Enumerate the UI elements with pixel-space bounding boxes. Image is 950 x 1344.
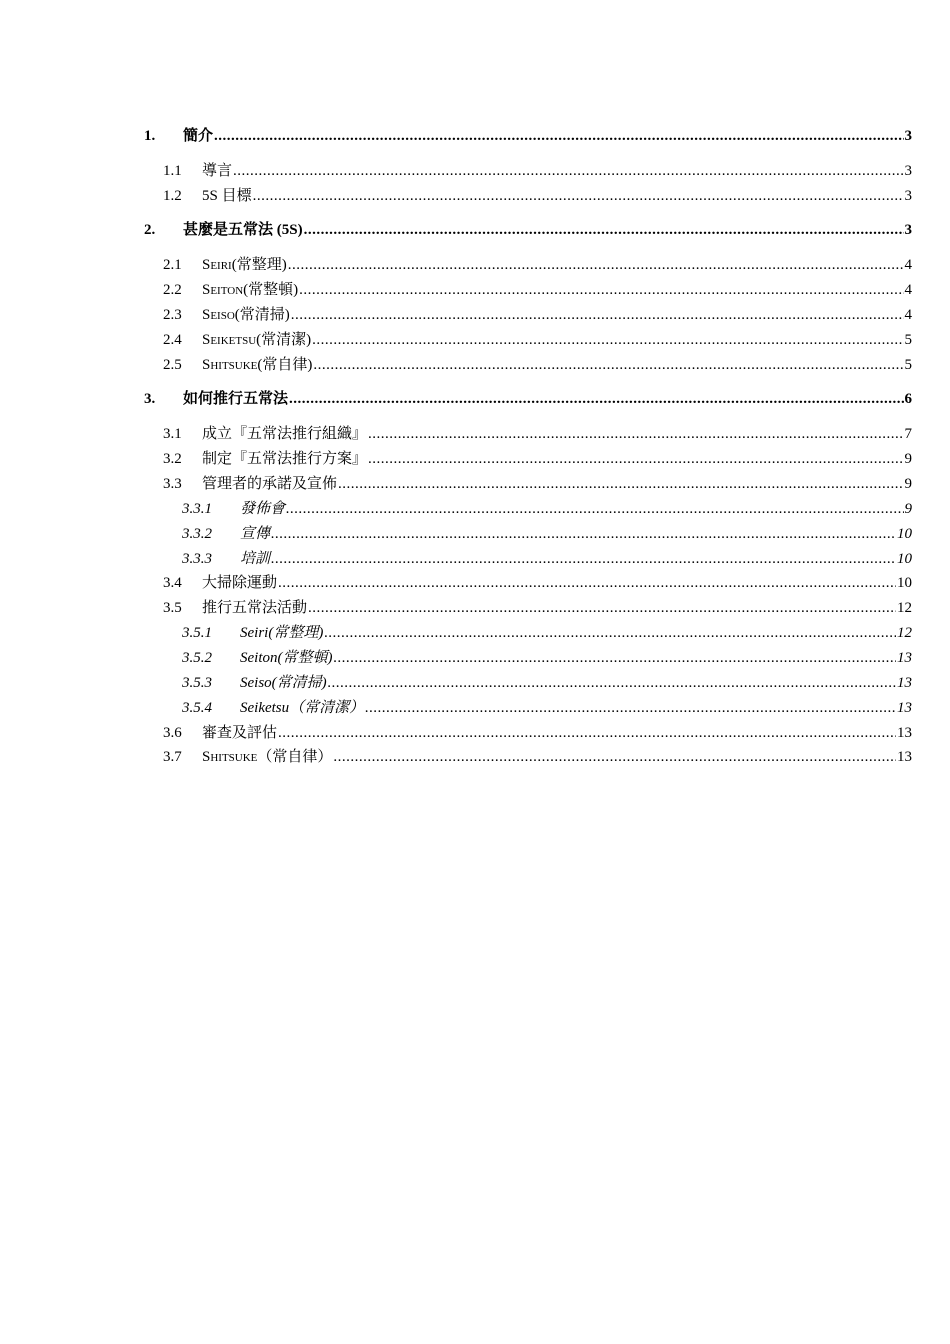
- toc-page-number: 12: [897, 625, 912, 641]
- toc-title: Seiton(常整頓): [240, 650, 333, 666]
- toc-number: 3.5: [163, 600, 182, 616]
- toc-leader: [233, 161, 903, 181]
- toc-leader: [338, 474, 903, 494]
- toc-number: 1.2: [163, 188, 182, 204]
- toc-leader: [286, 499, 903, 519]
- toc-page-number: 13: [897, 725, 912, 741]
- toc-number: 1.1: [163, 163, 182, 179]
- toc-leader: [333, 648, 896, 668]
- toc-page-number: 10: [897, 526, 912, 542]
- toc-page-number: 12: [897, 600, 912, 616]
- toc-page-number: 4: [904, 282, 912, 298]
- toc-title: Seiketsu（常清潔）: [240, 700, 365, 716]
- toc-entry[interactable]: [163, 186, 912, 206]
- toc-number: 3.4: [163, 575, 182, 591]
- toc-number: 2.: [144, 222, 156, 238]
- toc-number: 3.3.2: [182, 526, 212, 542]
- toc-title: 如何推行五常法: [183, 391, 289, 407]
- toc-entry[interactable]: [163, 255, 912, 275]
- toc-entry[interactable]: [163, 330, 912, 350]
- toc-entry[interactable]: [144, 389, 912, 409]
- toc-page-number: 9: [904, 501, 912, 517]
- toc-page-number: 9: [904, 476, 912, 492]
- toc-entry[interactable]: [182, 499, 912, 519]
- toc-page-number: 13: [897, 749, 912, 765]
- toc-leader: [308, 598, 896, 618]
- toc-entry[interactable]: [182, 549, 912, 569]
- toc-entry[interactable]: [163, 449, 912, 469]
- toc-leader: [299, 280, 903, 300]
- toc-entry[interactable]: [163, 161, 912, 181]
- toc-title: Seiton(常整頓): [202, 282, 299, 298]
- toc-number: 3.5.2: [182, 650, 212, 666]
- toc-number: 3.5.3: [182, 675, 212, 691]
- toc-page-number: 6: [904, 391, 912, 407]
- toc-leader: [368, 424, 903, 444]
- toc-page-number: 13: [897, 700, 912, 716]
- toc-number: 3.7: [163, 749, 182, 765]
- toc-number: 2.1: [163, 257, 182, 273]
- toc-page-number: 4: [904, 257, 912, 273]
- toc-page-number: 3: [904, 128, 912, 144]
- toc-entry[interactable]: [182, 698, 912, 718]
- toc-page-number: 3: [904, 163, 912, 179]
- toc-entry[interactable]: [182, 673, 912, 693]
- toc-page-number: 13: [897, 675, 912, 691]
- toc-page-number: 9: [904, 451, 912, 467]
- toc-leader: [278, 573, 896, 593]
- toc-title: Shitsuke（常自律）: [202, 749, 333, 765]
- toc-title: 成立『五常法推行組織』: [202, 426, 368, 442]
- toc-entry[interactable]: [163, 305, 912, 325]
- toc-leader: [278, 723, 896, 743]
- toc-title: 制定『五常法推行方案』: [202, 451, 368, 467]
- toc-leader: [304, 220, 904, 240]
- toc-page-number: 10: [897, 575, 912, 591]
- toc-number: 2.2: [163, 282, 182, 298]
- toc-title: Seiri(常整理): [240, 625, 324, 641]
- toc-leader: [291, 305, 904, 325]
- toc-title: 管理者的承諾及宣佈: [202, 476, 338, 492]
- toc-title: Shitsuke(常自律): [202, 357, 313, 373]
- toc-title: Seiso(常清掃): [202, 307, 290, 323]
- toc-number: 3.5.4: [182, 700, 212, 716]
- toc-leader: [328, 673, 896, 693]
- toc-title: 甚麼是五常法 (5S): [183, 222, 303, 238]
- toc-entry[interactable]: [163, 573, 912, 593]
- toc-number: 1.: [144, 128, 156, 144]
- toc-title: 推行五常法活動: [202, 600, 308, 616]
- toc-number: 2.4: [163, 332, 182, 348]
- toc-page-number: 5: [904, 357, 912, 373]
- toc-leader: [324, 623, 896, 643]
- toc-entry[interactable]: [144, 126, 912, 146]
- toc-leader: [289, 389, 903, 409]
- toc-title: 審查及評估: [202, 725, 278, 741]
- toc-title: 5S 目標: [202, 188, 252, 204]
- toc-number: 2.5: [163, 357, 182, 373]
- toc-entry[interactable]: [163, 474, 912, 494]
- toc-title: 培訓: [240, 551, 271, 567]
- toc-entry[interactable]: [163, 723, 912, 743]
- toc-entry[interactable]: [163, 598, 912, 618]
- toc-leader: [288, 255, 904, 275]
- toc-entry[interactable]: [182, 623, 912, 643]
- toc-title: 大掃除運動: [202, 575, 278, 591]
- toc-page-number: 5: [904, 332, 912, 348]
- toc-title: 簡介: [183, 128, 214, 144]
- toc-number: 2.3: [163, 307, 182, 323]
- toc-leader: [368, 449, 903, 469]
- toc-leader: [253, 186, 904, 206]
- toc-title: 發佈會: [240, 501, 286, 517]
- toc-number: 3.6: [163, 725, 182, 741]
- toc-title: 導言: [202, 163, 233, 179]
- toc-leader: [312, 330, 903, 350]
- toc-leader: [333, 747, 896, 767]
- toc-number: 3.1: [163, 426, 182, 442]
- toc-number: 3.3.3: [182, 551, 212, 567]
- toc-leader: [271, 524, 896, 544]
- toc-title: Seiso(常清掃): [240, 675, 327, 691]
- toc-entry[interactable]: [163, 280, 912, 300]
- toc-entry[interactable]: [182, 648, 912, 668]
- toc-number: 3.5.1: [182, 625, 212, 641]
- toc-page-number: 3: [904, 222, 912, 238]
- toc-page-number: 13: [897, 650, 912, 666]
- toc-entry[interactable]: [163, 424, 912, 444]
- toc-number: 3.3: [163, 476, 182, 492]
- toc-page-number: 3: [904, 188, 912, 204]
- toc-title: 宣傳: [240, 526, 271, 542]
- toc-leader: [214, 126, 903, 146]
- toc-number: 3.2: [163, 451, 182, 467]
- toc-leader: [271, 549, 896, 569]
- toc-number: 3.: [144, 391, 156, 407]
- toc-leader: [365, 698, 896, 718]
- toc-entry[interactable]: [163, 747, 912, 767]
- toc-title: Seiri(常整理): [202, 257, 287, 273]
- toc-page-number: 10: [897, 551, 912, 567]
- toc-leader: [313, 355, 903, 375]
- toc-page-number: 4: [904, 307, 912, 323]
- toc-entry[interactable]: [182, 524, 912, 544]
- toc-page-number: 7: [904, 426, 912, 442]
- toc-number: 3.3.1: [182, 501, 212, 517]
- toc-title: Seiketsu(常清潔): [202, 332, 312, 348]
- toc-entry[interactable]: [144, 220, 912, 240]
- toc-entry[interactable]: [163, 355, 912, 375]
